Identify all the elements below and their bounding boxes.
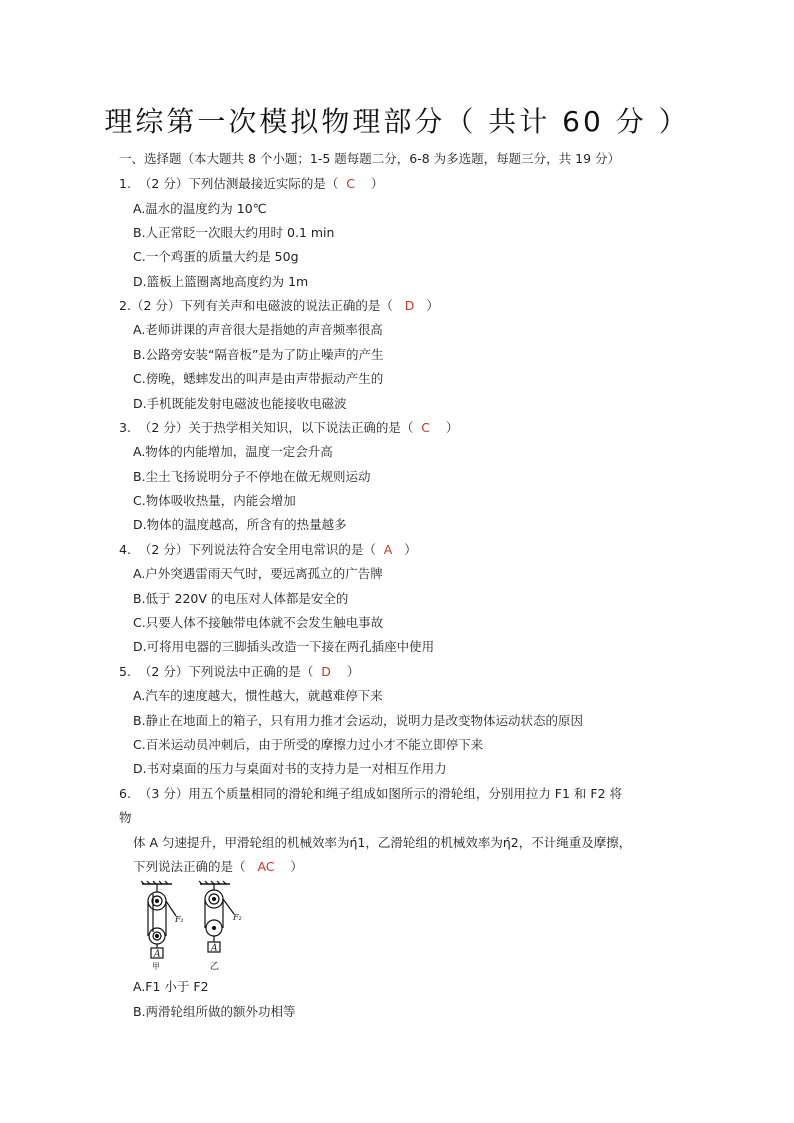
question-stem: （2 分）下列有关声和电磁波的说法正确的是（ (130, 298, 393, 313)
question-number: 2. (119, 298, 131, 313)
option-c: C.物体吸收热量，内能会增加 (133, 493, 296, 508)
label-f2: F₂ (233, 913, 242, 922)
question-stem-line2: 体 A 匀速提升，甲滑轮组的机械效率为ή1，乙滑轮组的机械效率为ή2，不计绳重及摩擦， (133, 835, 632, 850)
option-a: A.户外突遇雷雨天气时，要远离孤立的广告牌 (133, 566, 383, 581)
option-a: A.物体的内能增加，温度一定会升高 (133, 444, 333, 459)
question-1 (119, 176, 383, 192)
option-a: A.汽车的速度越大，惯性越大，就越难停下来 (133, 688, 383, 703)
option-b: B.公路旁安装“隔音板”是为了防止噪声的产生 (133, 347, 384, 362)
option-b: B.人正常眨一次眼大约用时 0.1 min (133, 225, 335, 240)
question-number: 6. (119, 786, 131, 801)
question-close: ） (370, 176, 384, 191)
option-a: A.温水的温度约为 10℃ (133, 201, 267, 216)
option-d: D.可将用电器的三脚插头改造一下接在两孔插座中使用 (133, 639, 435, 654)
option-b: B.低于 220V 的电压对人体都是安全的 (133, 591, 349, 606)
label-yi: 乙 (210, 962, 220, 972)
question-close: ） (426, 298, 439, 313)
option-d: D.篮板上篮圈离地高度约为 1m (133, 274, 309, 289)
label-f1: F₁ (175, 915, 184, 924)
option-d: D.手机既能发射电磁波也能接收电磁波 (133, 396, 347, 411)
section-header: 一、选择题（本大题共 8 个小题；1-5 题每题二分，6-8 为多选题，每题三分，共 19 分） (119, 151, 621, 166)
question-stem-line3: 下列说法正确的是（ AC ） (133, 859, 303, 874)
option-a: A.老师讲课的声音很大是指她的声音频率很高 (133, 322, 383, 337)
pulley-figure (134, 880, 254, 974)
question-number: 4. (119, 542, 131, 557)
label-jia: 甲 (152, 962, 160, 971)
question-stem: （2 分）关于热学相关知识，以下说法正确的是（ (138, 420, 414, 435)
question-stem-wrap: 物 (119, 810, 132, 825)
option-c: C.傍晚，蟋蟀发出的叫声是由声带振动产生的 (133, 371, 384, 386)
question-number: 5. (119, 664, 131, 679)
answer-mark: C (421, 420, 431, 435)
option-b: B.静止在地面上的箱子，只有用力推才会运动，说明力是改变物体运动状态的原因 (133, 713, 584, 728)
question-5 (119, 664, 359, 680)
question-stem: （2 分）下列说法中正确的是（ (138, 664, 314, 679)
answer-mark: D (404, 298, 415, 313)
option-b: B.尘土飞扬说明分子不停地在做无规则运动 (133, 469, 371, 484)
page-title: 理综第一次模拟物理部分（ 共计 60 分 ） (104, 105, 690, 138)
question-close: ） (445, 420, 459, 435)
answer-mark: C (346, 176, 356, 191)
question-number: 3. (119, 420, 131, 435)
question-close: ） (346, 664, 360, 679)
pulley-system-yi (199, 881, 234, 952)
question-stem: （2 分）下列说法符合安全用电常识的是（ (138, 542, 376, 557)
option-c: C.一个鸡蛋的质量大约是 50g (133, 249, 299, 264)
option-c: C.百米运动员冲刺后，由于所受的摩擦力过小才不能立即停下来 (133, 737, 484, 752)
answer-mark: D (321, 664, 331, 679)
question-3 (119, 420, 458, 436)
question-number: 1. (119, 176, 131, 191)
pulley-system-jia (141, 881, 176, 958)
option-b: B.两滑轮组所做的额外功相等 (133, 1004, 296, 1019)
option-c: C.只要人体不接触带电体就不会发生触电事故 (133, 615, 384, 630)
question-2 (119, 298, 439, 314)
option-d: D.物体的温度越高，所含有的热量越多 (133, 517, 347, 532)
question-close: ） (404, 542, 417, 557)
question-4 (119, 542, 417, 558)
label-a-jia: A (154, 949, 161, 960)
label-a-yi: A (211, 943, 218, 954)
answer-mark: A (383, 542, 393, 557)
answer-mark: AC (257, 859, 275, 874)
option-a: A.F1 小于 F2 (133, 979, 209, 994)
question-stem: （2 分）下列估测最接近实际的是（ (138, 176, 339, 191)
option-d: D.书对桌面的压力与桌面对书的支持力是一对相互作用力 (133, 761, 447, 776)
question-stem: （3 分）用五个质量相同的滑轮和绳子组成如图所示的滑轮组，分别用拉力 F1 和 F2 将 (138, 786, 622, 801)
question-6 (119, 786, 622, 802)
